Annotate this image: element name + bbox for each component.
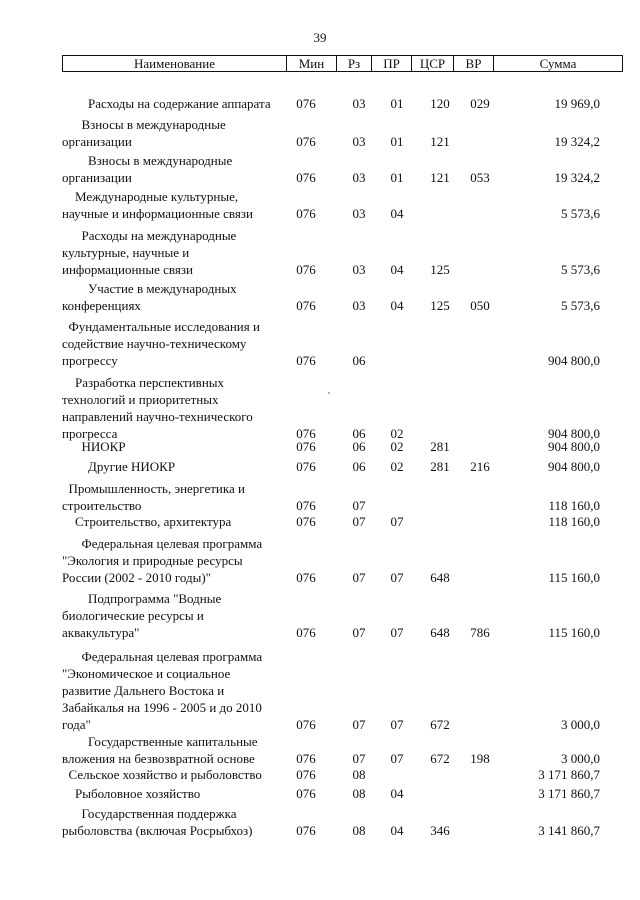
cell-sum: 904 800,0 <box>548 439 600 454</box>
cell-csr: 281 <box>430 439 450 454</box>
cell-vr: 786 <box>470 625 490 640</box>
cell-rz: 07 <box>352 717 366 732</box>
cell-sum: 118 160,0 <box>548 498 600 513</box>
cell-csr: 346 <box>430 823 450 838</box>
cell-sum: 904 800,0 <box>548 353 600 368</box>
row-name: НИОКР <box>62 439 126 454</box>
table-row <box>0 227 640 278</box>
table-row <box>0 648 640 733</box>
cell-pr: 01 <box>390 96 404 111</box>
scan-speck <box>328 392 330 394</box>
row-name: Федеральная целевая программа "Экономическое и социальное развитие Дальнего Востока и Забайкалья на 1996 - 2005 и до 2010 года" <box>62 649 263 732</box>
table-row <box>0 458 640 475</box>
header-pr: ПР <box>371 56 411 71</box>
table-row <box>0 590 640 641</box>
cell-rz: 03 <box>352 134 366 149</box>
cell-min: 076 <box>296 570 316 585</box>
cell-csr: 648 <box>430 570 450 585</box>
cell-sum: 19 324,2 <box>554 170 600 185</box>
row-name: Международные культурные, научные и информационные связи <box>62 189 253 221</box>
cell-sum: 5 573,6 <box>561 298 600 313</box>
cell-sum: 115 160,0 <box>548 570 600 585</box>
cell-rz: 03 <box>352 206 366 221</box>
cell-min: 076 <box>296 206 316 221</box>
row-name: Федеральная целевая программа "Экология и природные ресурсы России (2002 - 2010 годы)" <box>62 536 263 585</box>
header-vr: ВР <box>453 56 493 71</box>
cell-csr: 125 <box>430 262 450 277</box>
cell-sum: 115 160,0 <box>548 625 600 640</box>
cell-csr: 120 <box>430 96 450 111</box>
cell-vr: 216 <box>470 459 490 474</box>
table-row <box>0 785 640 802</box>
row-name: Подпрограмма "Водные биологические ресурсы и аквакультура" <box>62 591 222 640</box>
cell-rz: 06 <box>352 353 366 368</box>
cell-pr: 04 <box>390 823 404 838</box>
cell-csr: 125 <box>430 298 450 313</box>
cell-rz: 08 <box>352 786 366 801</box>
row-name: Расходы на содержание аппарата <box>62 96 271 111</box>
cell-pr: 02 <box>390 439 404 454</box>
table-row <box>0 152 640 186</box>
cell-min: 076 <box>296 262 316 277</box>
cell-rz: 07 <box>352 625 366 640</box>
cell-min: 076 <box>296 717 316 732</box>
cell-pr: 07 <box>390 625 404 640</box>
cell-sum: 19 969,0 <box>554 96 600 111</box>
cell-csr: 672 <box>430 751 450 766</box>
table-row <box>0 280 640 314</box>
table-row <box>0 766 640 783</box>
cell-min: 076 <box>296 767 316 782</box>
cell-sum: 5 573,6 <box>561 206 600 221</box>
cell-rz: 07 <box>352 498 366 513</box>
cell-vr: 050 <box>470 298 490 313</box>
table-row <box>0 374 640 442</box>
cell-min: 076 <box>296 625 316 640</box>
cell-pr: 02 <box>390 459 404 474</box>
cell-csr: 121 <box>430 170 450 185</box>
table-row <box>0 480 640 514</box>
cell-sum: 3 000,0 <box>561 717 600 732</box>
header-name: Наименование <box>134 56 215 71</box>
table-row <box>0 535 640 586</box>
cell-rz: 03 <box>352 298 366 313</box>
row-name: Фундаментальные исследования и содействие научно-техническому прогрессу <box>62 319 260 368</box>
cell-vr: 198 <box>470 751 490 766</box>
cell-rz: 03 <box>352 96 366 111</box>
cell-sum: 5 573,6 <box>561 262 600 277</box>
cell-rz: 06 <box>352 439 366 454</box>
table-row <box>0 318 640 369</box>
cell-csr: 648 <box>430 625 450 640</box>
cell-pr: 04 <box>390 262 404 277</box>
cell-sum: 3 171 860,7 <box>538 786 600 801</box>
header-csr: ЦСР <box>411 56 453 71</box>
cell-min: 076 <box>296 498 316 513</box>
cell-rz: 07 <box>352 514 366 529</box>
row-name: Государственные капитальные вложения на безвозвратной основе <box>62 734 258 766</box>
row-name: Рыболовное хозяйство <box>62 786 201 801</box>
cell-rz: 07 <box>352 751 366 766</box>
cell-rz: 03 <box>352 262 366 277</box>
cell-pr: 07 <box>390 514 404 529</box>
cell-pr: 07 <box>390 570 404 585</box>
cell-vr: 029 <box>470 96 490 111</box>
cell-min: 076 <box>296 786 316 801</box>
cell-pr: 01 <box>390 170 404 185</box>
row-name: Сельское хозяйство и рыболовство <box>62 767 262 782</box>
cell-csr: 121 <box>430 134 450 149</box>
cell-min: 076 <box>296 353 316 368</box>
cell-min: 076 <box>296 96 316 111</box>
cell-sum: 904 800,0 <box>548 426 600 441</box>
row-name: Разработка перспективных технологий и приоритетных направлений научно-технического прогресса <box>62 375 253 441</box>
row-name: Промышленность, энергетика и строительство <box>62 481 245 513</box>
cell-rz: 06 <box>352 459 366 474</box>
cell-pr: 04 <box>390 298 404 313</box>
cell-pr: 07 <box>390 717 404 732</box>
cell-csr: 672 <box>430 717 450 732</box>
cell-sum: 3 171 860,7 <box>538 767 600 782</box>
row-name: Государственная поддержка рыболовства (включая Росрыбхоз) <box>62 806 253 838</box>
cell-pr: 01 <box>390 134 404 149</box>
cell-sum: 3 000,0 <box>561 751 600 766</box>
table-row <box>0 188 640 222</box>
cell-min: 076 <box>296 823 316 838</box>
cell-pr: 04 <box>390 206 404 221</box>
header-rz: Рз <box>336 56 371 71</box>
cell-rz: 08 <box>352 823 366 838</box>
header-min: Мин <box>286 56 336 71</box>
cell-min: 076 <box>296 514 316 529</box>
row-name: Участие в международных конференциях <box>62 281 237 313</box>
cell-pr: 02 <box>390 426 404 441</box>
table-row <box>0 438 640 455</box>
cell-min: 076 <box>296 426 316 441</box>
cell-sum: 3 141 860,7 <box>538 823 600 838</box>
cell-min: 076 <box>296 170 316 185</box>
table-row <box>0 805 640 839</box>
row-name: Другие НИОКР <box>62 459 176 474</box>
table-row <box>0 116 640 150</box>
cell-rz: 06 <box>352 426 366 441</box>
cell-sum: 904 800,0 <box>548 459 600 474</box>
header-sum: Сумма <box>493 56 622 71</box>
cell-rz: 07 <box>352 570 366 585</box>
cell-min: 076 <box>296 751 316 766</box>
row-name: Взносы в международные организации <box>62 117 226 149</box>
cell-min: 076 <box>296 439 316 454</box>
table-row <box>0 513 640 530</box>
cell-min: 076 <box>296 298 316 313</box>
page-number: 39 <box>313 30 327 45</box>
cell-sum: 118 160,0 <box>548 514 600 529</box>
table-row <box>0 733 640 767</box>
table-header <box>62 55 623 72</box>
cell-rz: 03 <box>352 170 366 185</box>
row-name: Строительство, архитектура <box>62 514 232 529</box>
cell-vr: 053 <box>470 170 490 185</box>
row-name: Расходы на международные культурные, научные и информационные связи <box>62 228 237 277</box>
table-row <box>0 95 640 112</box>
cell-min: 076 <box>296 134 316 149</box>
cell-pr: 04 <box>390 786 404 801</box>
cell-pr: 07 <box>390 751 404 766</box>
row-name: Взносы в международные организации <box>62 153 233 185</box>
cell-csr: 281 <box>430 459 450 474</box>
cell-sum: 19 324,2 <box>554 134 600 149</box>
cell-rz: 08 <box>352 767 366 782</box>
cell-min: 076 <box>296 459 316 474</box>
